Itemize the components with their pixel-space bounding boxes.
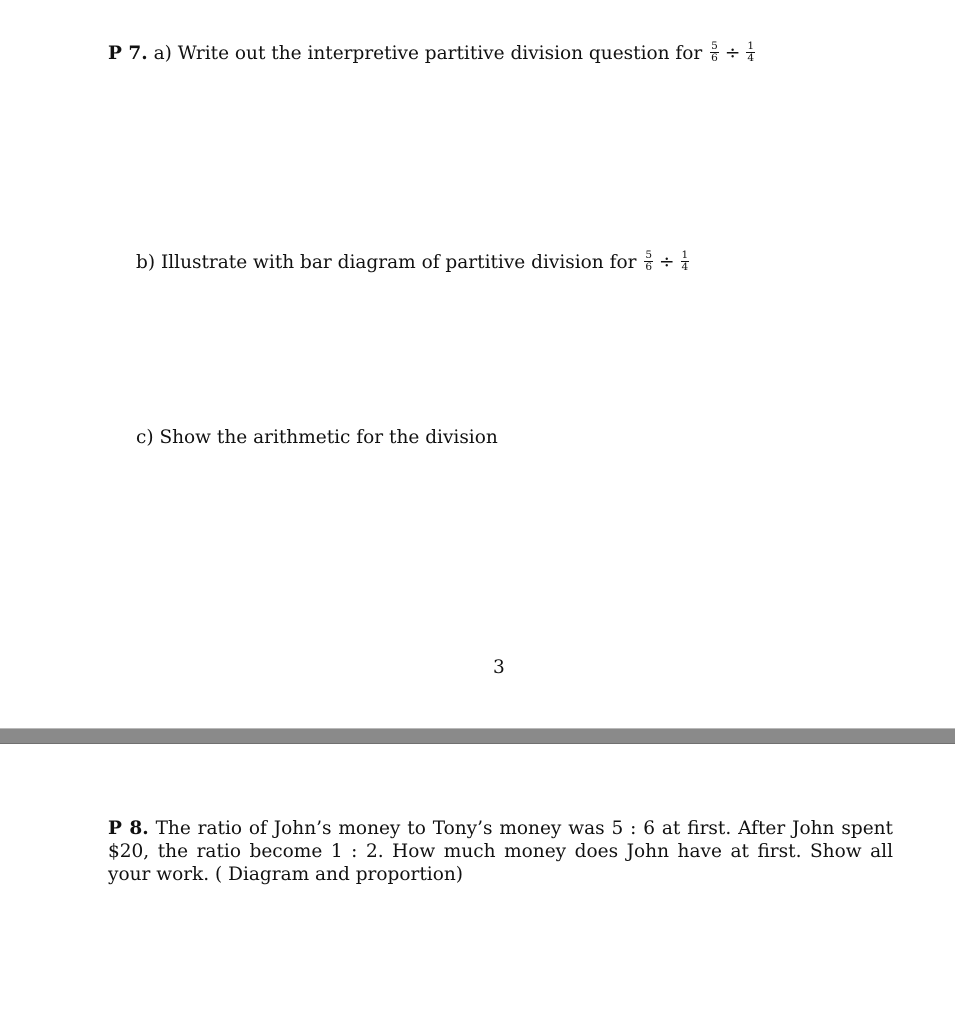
page-number: 3: [493, 657, 505, 678]
problem-8-text: The ratio of John’s money to Tony’s money was 5 : 6 at first. After John spent $20, the ratio become 1 : 2. How much money does John have at first. Show all your work. ( Diagram and proportion): [108, 818, 893, 885]
division-operator: ÷: [659, 252, 675, 273]
problem-7a-text: a) Write out the interpretive partitive division question for: [153, 43, 703, 64]
fraction-numerator: 5: [711, 39, 718, 52]
problem-8: [108, 817, 893, 886]
problem-7c: [136, 426, 498, 450]
division-operator: ÷: [724, 43, 741, 64]
fraction-denominator: 4: [747, 51, 755, 64]
fraction-numerator: 1: [681, 248, 689, 261]
problem-7-label: P 7.: [108, 43, 148, 64]
page-divider: [0, 728, 955, 744]
problem-7a: [108, 39, 757, 66]
problem-7b: [136, 248, 691, 275]
problem-7c-text: c) Show the arithmetic for the division: [136, 427, 498, 448]
fraction-dividend: [644, 250, 653, 273]
fraction-numerator: 1: [747, 39, 755, 52]
fraction-denominator: 6: [645, 260, 653, 273]
fraction-denominator: 4: [681, 260, 689, 273]
fraction-numerator: 5: [645, 248, 653, 261]
problem-8-label: P 8.: [108, 818, 149, 839]
fraction-divisor: [746, 41, 755, 64]
fraction-divisor: [681, 250, 690, 273]
fraction-dividend: [710, 41, 719, 64]
problem-7b-text: b) Illustrate with bar diagram of partitive division for: [136, 252, 637, 273]
fraction-denominator: 6: [711, 51, 718, 64]
